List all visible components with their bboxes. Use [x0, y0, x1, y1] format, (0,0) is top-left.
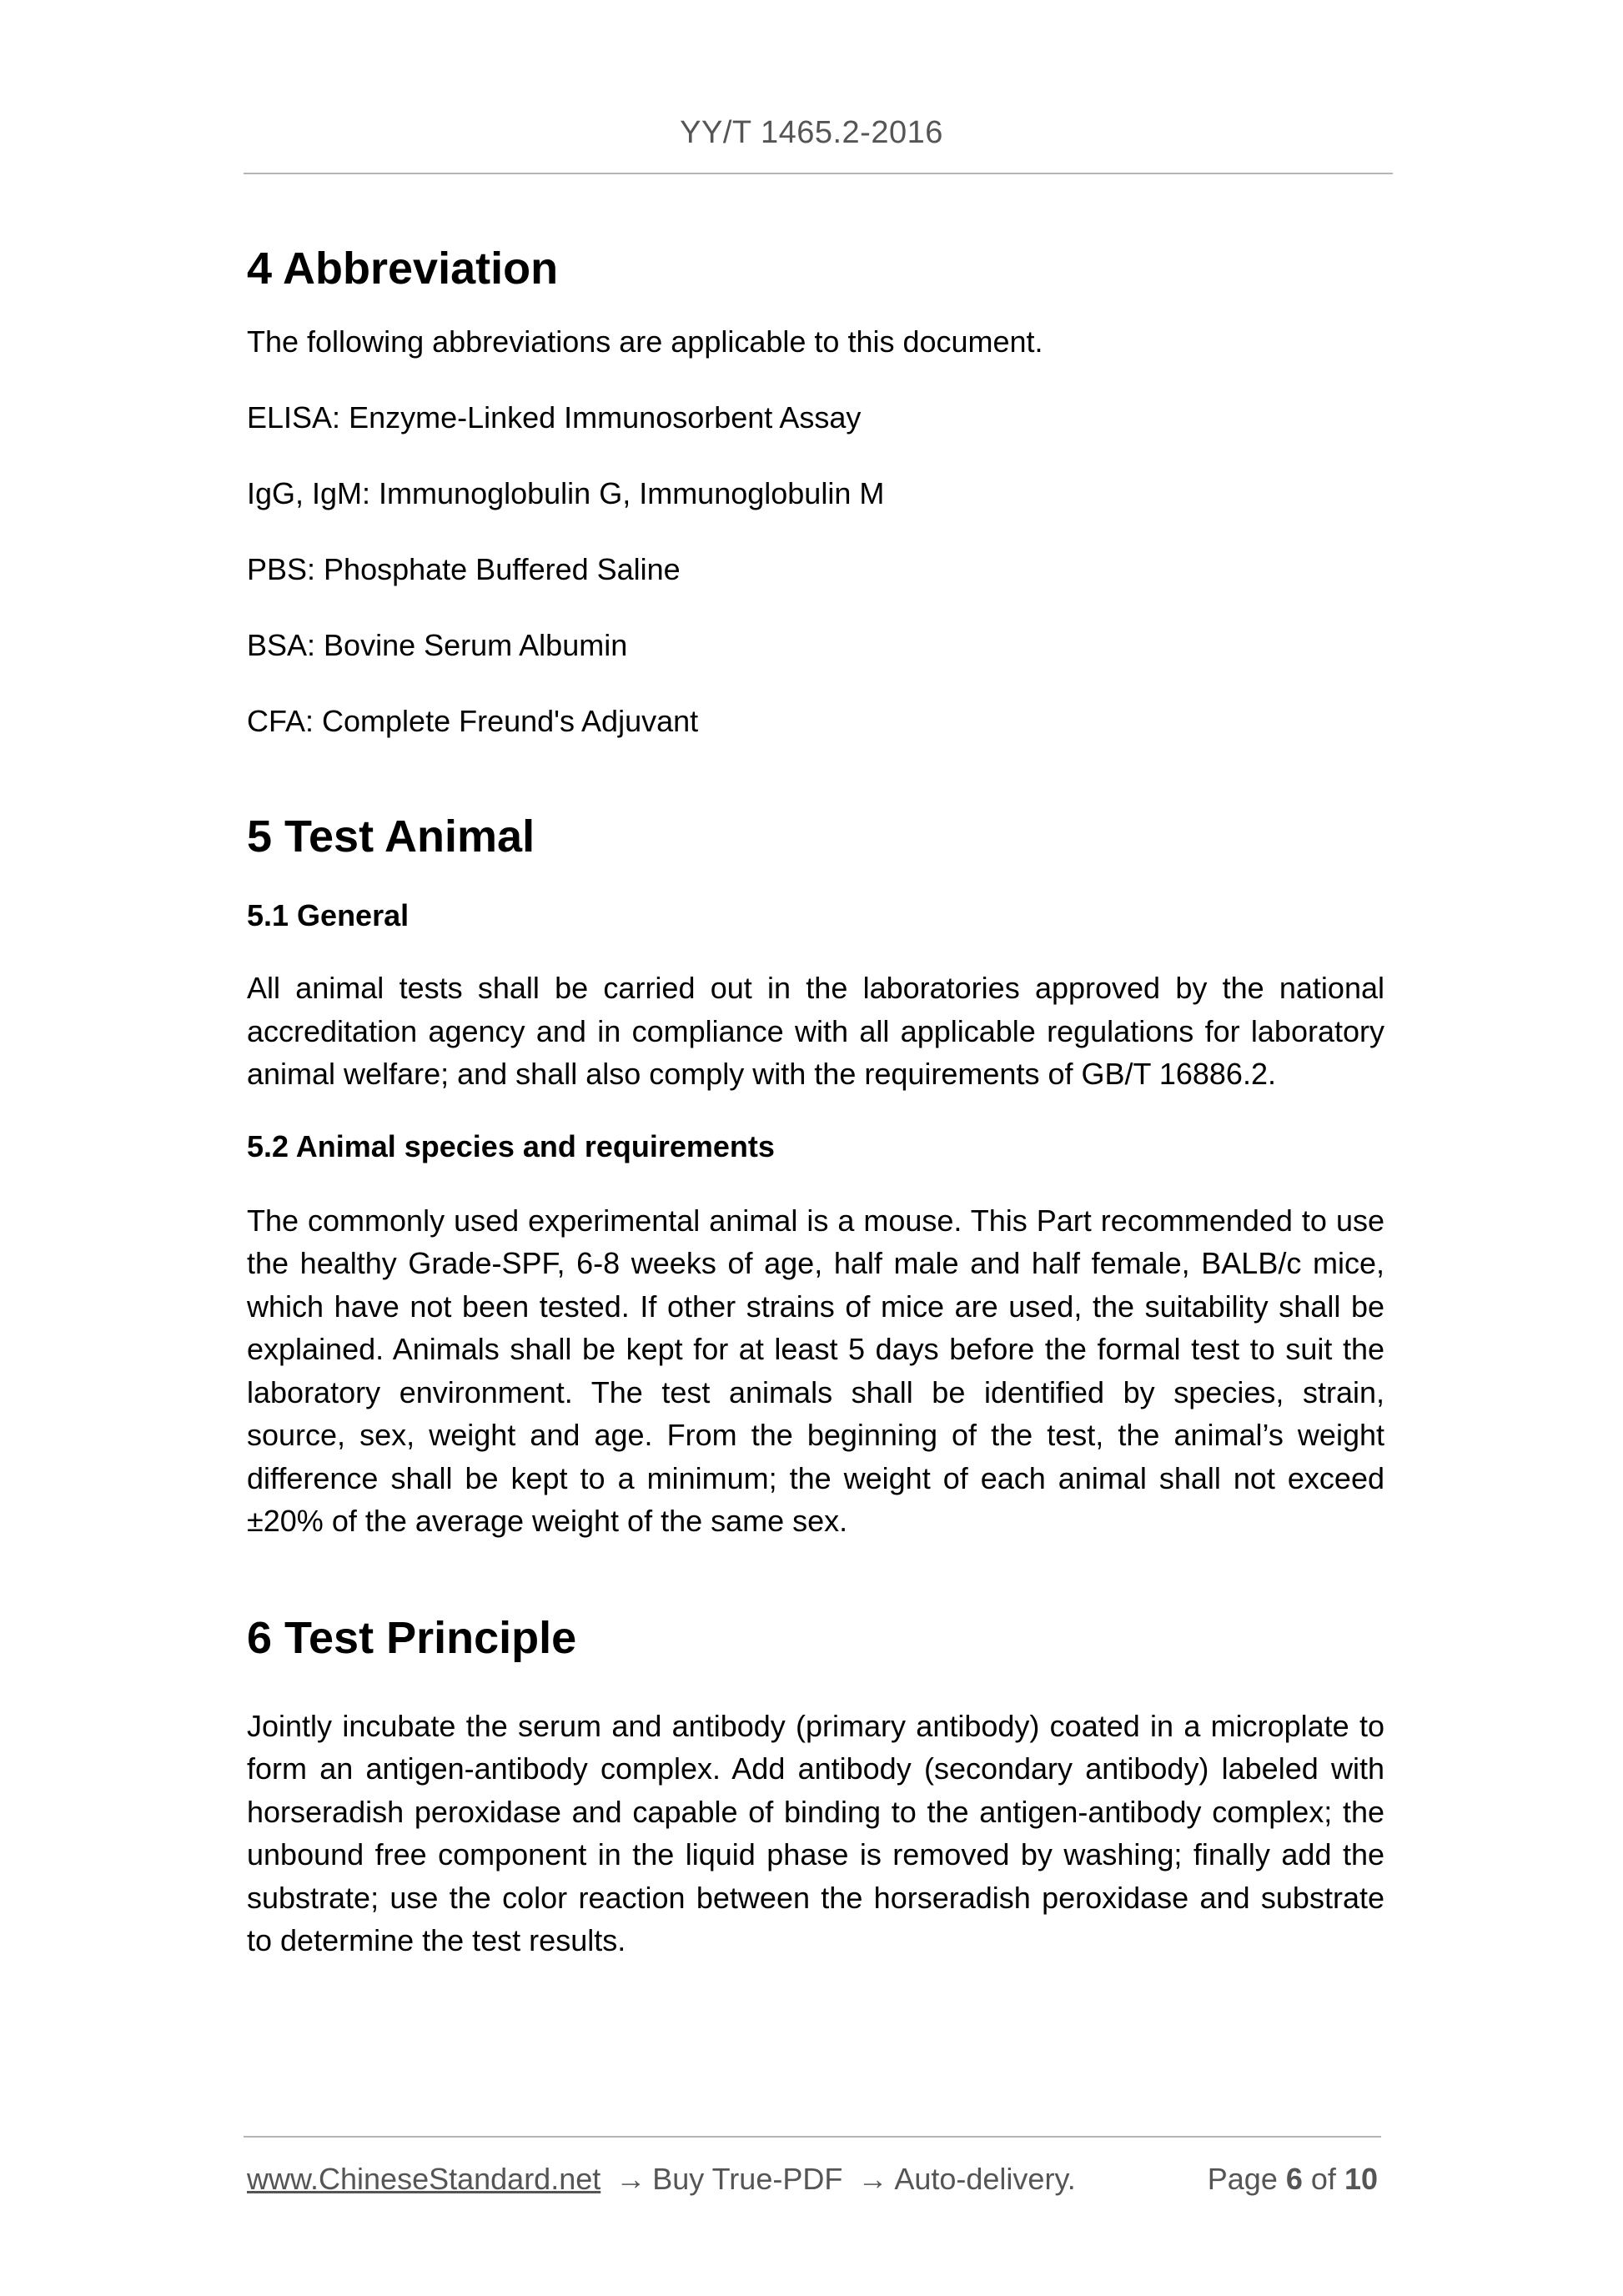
arrow-right-icon: →: [857, 2162, 888, 2196]
abbreviation-item: ELISA: Enzyme-Linked Immunosorbent Assay: [247, 400, 862, 435]
section-6-text: Jointly incubate the serum and antibody (primary antibody) coated in a microplate to form an antigen-antibody complex. Add antibody (secondary antibody) labeled with horseradish peroxidase and capable of binding to the antigen-antibody complex; the unbound free component in the liquid phase is removed by washing; finally add the substrate; use the color reaction between the horseradish peroxidase and substrate to determine the test results.: [247, 1708, 1384, 1957]
document-code: YY/T 1465.2-2016: [680, 115, 943, 150]
abbreviation-item: CFA: Complete Freund's Adjuvant: [247, 704, 699, 738]
footer-divider: [244, 2136, 1381, 2138]
section-4-heading: 4 Abbreviation: [247, 244, 559, 294]
page-indicator: [1208, 2158, 1378, 2200]
page-of-label: of: [1310, 2162, 1336, 2196]
abbreviation-item: BSA: Bovine Serum Albumin: [247, 628, 628, 662]
abbreviation-item: IgG, IgM: Immunoglobulin G, Immunoglobulin M: [247, 476, 885, 510]
buy-true-pdf-text: Buy True-PDF: [652, 2162, 843, 2196]
subsection-5-1-heading: 5.1 General: [247, 898, 410, 932]
page-footer: [247, 2158, 1384, 2200]
site-link[interactable]: www.ChineseStandard.net: [247, 2162, 601, 2196]
page-total: 10: [1344, 2162, 1378, 2196]
section-5-heading: 5 Test Animal: [247, 811, 535, 862]
subsection-5-1-text: All animal tests shall be carried out in the laboratories approved by the national accreditation agency and in compliance with all applicable regulations for laboratory animal welfare; and shall also comply with the requirements of GB/T 16886.2.: [247, 971, 1384, 1091]
subsection-5-2-heading: 5.2 Animal species and requirements: [247, 1128, 775, 1163]
abbreviation-intro: The following abbreviations are applicable to this document.: [247, 324, 1043, 359]
page-current: 6: [1285, 2162, 1303, 2196]
subsection-5-2-text: The commonly used experimental animal is a mouse. This Part recommended to use the healthy Grade-SPF, 6-8 weeks of age, half male and half female, BALB/c mice, which have not been tested. If other strains of mice are used, the suitability shall be explained. Animals shall be kept for at least 5 days before the formal test to suit the laboratory environment. The test animals shall be identified by species, strain, source, sex, weight and age. From the beginning of the test, the animal’s weight difference shall be kept to a minimum; the weight of each animal shall not exceed ±20% of the average weight of the same sex.: [247, 1203, 1384, 1538]
page-label: Page: [1207, 2162, 1278, 2196]
section-6-heading: 6 Test Principle: [247, 1612, 577, 1663]
abbreviation-item: PBS: Phosphate Buffered Saline: [247, 552, 681, 586]
auto-delivery-text: Auto-delivery.: [894, 2162, 1076, 2196]
page-content: [247, 235, 1384, 1962]
arrow-right-icon: →: [616, 2162, 646, 2196]
header-divider: [244, 173, 1393, 174]
